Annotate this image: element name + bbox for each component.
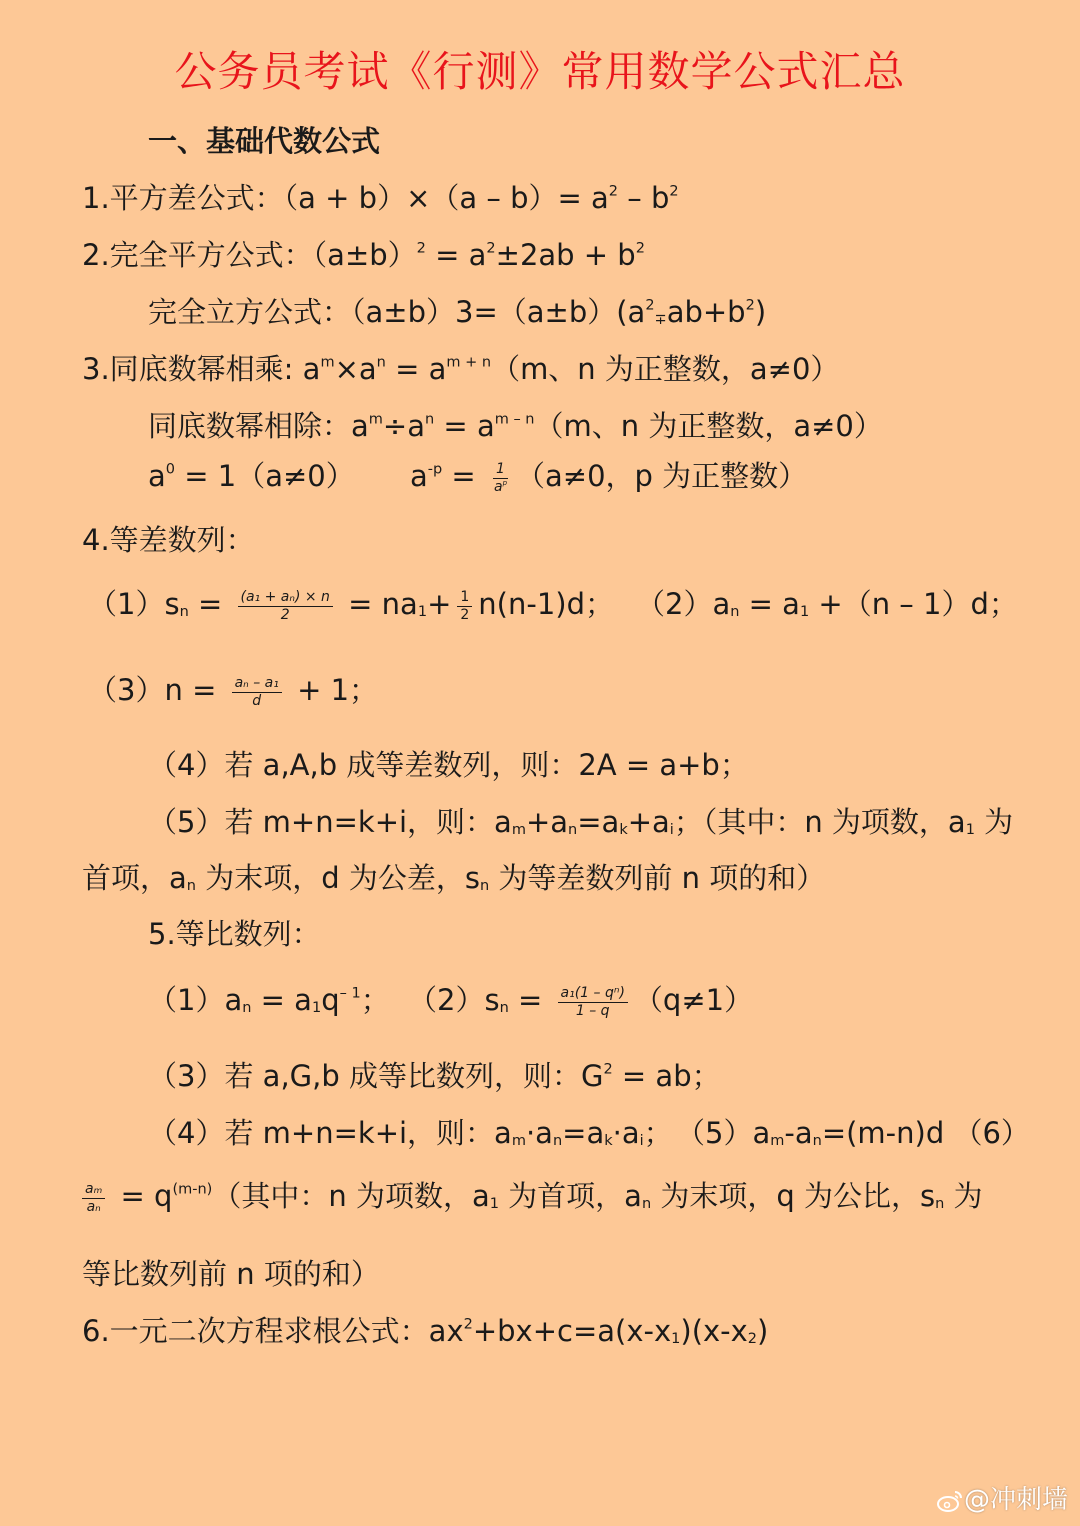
geo-note: 等比数列前 n 项的和）: [82, 1257, 380, 1291]
formula-perfect-cube: 完全立方公式：$(a\pm b)3=(a\pm b)(a^2_\mp ab+b^2)$: [148, 295, 767, 329]
formula-zero-power: $a^0 = 1(a\ne 0)$: [148, 459, 355, 493]
formula-geo-term: $(1)a_n = a_1q^{- 1}$；: [148, 983, 390, 1017]
formula-arith-count: （3）n = $\frac{\text{aₙ – a₁}}{d}$ + 1；: [88, 673, 379, 709]
arithmetic-sequence-heading: 4.等差数列：: [82, 523, 255, 557]
fraction: $\frac{\text{aₙ – a₁}}{d}$: [232, 675, 282, 710]
formula-difference-of-squares: 1.平方差公式：$(a + b)\times(a - b)= a^2 - b^2$: [82, 181, 679, 215]
geometric-sequence-heading: 5.等比数列：: [148, 917, 321, 951]
fraction: $\frac{\text{(a₁ + aₙ) × n}}{2}$: [238, 589, 333, 624]
formula-geo-sum: $(2)s_n$ = $\frac{\text{a₁(1 – qⁿ)}}{1 - q}$ （q≠1）: [408, 983, 754, 1019]
fraction: $\frac{\text{a₁(1 – qⁿ)}}{1 - q}$: [558, 985, 628, 1020]
formula-geo-ratio: $\frac{\text{aₘ}}{\text{aₙ}}$ = $q^{(m-n)}$（其中：n 为项数，$a_1$ 为首项，$a_n$ 为末项，q 为公比，$s_n$ 为: [82, 1176, 983, 1216]
formula-quadratic-roots: 6.一元二次方程求根公式：$ax^2+bx+c=a(x-x_1)(x-x_2)$: [82, 1314, 769, 1348]
fraction: $\frac{\text{aₘ}}{\text{aₙ}}$: [82, 1181, 105, 1216]
fraction: $\frac{1}{2}$: [457, 589, 472, 624]
formula-geo-mean: （3）若 a,G,b 成等比数列，则：$G^2$ = ab；: [148, 1059, 721, 1093]
watermark: @冲刺墙: [936, 1482, 1068, 1518]
formula-arith-mean: （4）若 a,A,b 成等差数列，则：2A = a+b；: [148, 748, 749, 782]
fraction: $\frac{1}{a^p}$: [493, 460, 508, 495]
formula-power-multiply: 3.同底数幂相乘: $a^m\times a^n = a^{m + n}(m$、n 为正整数，a≠0）: [82, 352, 840, 386]
formula-arith-sum: $(1)s_n$ = $\frac{\text{(a₁ + aₙ) × n}}{2}$ = $na_1+$ $\frac{1}{2}$ n(n-1)d；: [88, 587, 615, 623]
section-heading: 一、基础代数公式: [148, 124, 381, 158]
formula-negative-power: $a^{-p}$ = $\frac{1}{a^p}$ （a≠0，p 为正整数）: [410, 459, 808, 495]
formula-arith-term: $(2)a_n = a_1 +(n - 1)d$；: [636, 587, 1018, 621]
formula-perfect-square: 2.完全平方公式：$(a\pm b)^2 = a^2\pm 2ab + b^2$: [82, 238, 645, 272]
arith-note: 首项，$a_n$ 为末项，d 为公差，$s_n$ 为等差数列前 n 项的和）: [82, 861, 826, 895]
formula-geo-diff: $(5)a_m-a_n=(m-n)d$ （6）: [676, 1116, 1030, 1150]
weibo-icon: [936, 1489, 964, 1513]
formula-arith-index: （5）若 m+n=k+i，则：$a_m+a_n=a_k+a_i$；（其中：n 为项数，$a_1$ 为: [148, 805, 1014, 839]
formula-geo-index: （4）若 m+n=k+i，则：$a_m\cdot a_n=a_k\cdot a_i$；: [148, 1116, 673, 1150]
formula-power-divide: 同底数幂相除：$a^m\div a^n = a^{m - n}(m$、n 为正整数，a≠0）: [148, 409, 883, 443]
page-title: 公务员考试《行测》常用数学公式汇总: [174, 47, 906, 96]
